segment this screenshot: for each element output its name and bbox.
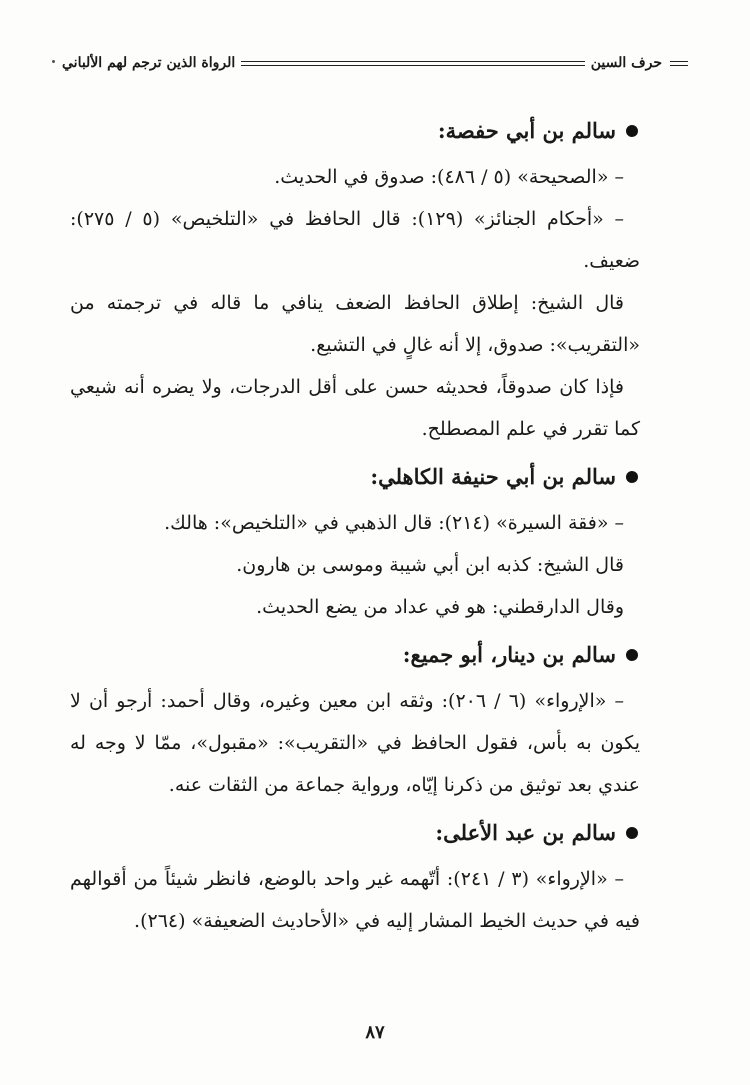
page-number: ٨٧ xyxy=(365,1022,385,1043)
bullet-icon xyxy=(626,827,638,839)
entry-salim-dinar xyxy=(70,632,640,806)
entry-title xyxy=(70,810,640,856)
header-chapter: حرف السين xyxy=(590,55,662,71)
entry-title-text: سالم بن أبي حنيفة الكاهلي: xyxy=(370,464,616,489)
entry-salim-abd-alala xyxy=(70,810,640,942)
entry-line: – «الصحيحة» (٥ / ٤٨٦): صدوق في الحديث. xyxy=(274,166,624,188)
entry-line: – «الإرواء» (٣ / ٢٤١): أتّهمه غير واحد بالوضع، فانظر شيئاً من أقوالهم فيه في حديث الخيط المشار إليه في «الأحاديث الضعيفة» (٢٦٤). xyxy=(70,868,640,932)
entry-line: – «الإرواء» (٦ / ٢٠٦): وثقه ابن معين وغيره، وقال أحمد: أرجو أن لا يكون به بأس، فقول الحافظ في «التقريب»: «مقبول»، ممّا لا وجه له عندي بعد توثيق من ذكرنا إيّاه، ورواية جماعة من الثقات عنه. xyxy=(70,690,640,796)
header-title: الرواة الذين ترجم لهم الألباني xyxy=(62,55,236,71)
entry-title xyxy=(70,632,640,678)
bullet-icon xyxy=(626,125,638,137)
entry-title-text: سالم بن أبي حفصة: xyxy=(437,118,616,143)
entry-salim-abi-hanifa xyxy=(70,454,640,628)
entry-salim-abi-hafsa xyxy=(70,108,640,450)
entry-line: – «أحكام الجنائز» (١٢٩): قال الحافظ في «التلخيص» (٥ / ٢٧٥): ضعيف. xyxy=(70,208,640,272)
entry-title-text: سالم بن دينار، أبو جميع: xyxy=(402,642,616,667)
entry-line: – «فقة السيرة» (٢١٤): قال الذهبي في «التلخيص»: هالك. xyxy=(164,512,624,534)
bullet-icon xyxy=(626,471,638,483)
entry-line: فإذا كان صدوقاً، فحديثه حسن على أقل الدرجات، ولا يضره أنه شيعي كما تقرر في علم المصطلح. xyxy=(70,376,640,440)
entry-title xyxy=(70,454,640,500)
header-dot xyxy=(52,60,55,63)
header-ornament xyxy=(670,61,688,66)
entry-line: قال الشيخ: إطلاق الحافظ الضعف ينافي ما قاله في ترجمته من «التقريب»: صدوق، إلا أنه غالٍ في التشيع. xyxy=(70,292,640,356)
entry-title xyxy=(70,108,640,154)
header-rule xyxy=(241,61,584,66)
entry-title-text: سالم بن عبد الأعلى: xyxy=(435,820,616,845)
bullet-icon xyxy=(626,649,638,661)
page-content xyxy=(70,104,640,942)
entry-line: قال الشيخ: كذبه ابن أبي شيبة وموسى بن هارون. xyxy=(236,554,624,576)
entry-line: وقال الدارقطني: هو في عداد من يضع الحديث. xyxy=(256,596,624,618)
running-header xyxy=(62,52,688,74)
